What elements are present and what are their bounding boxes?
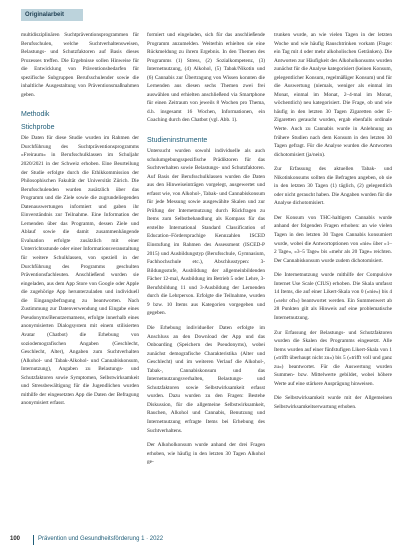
paragraph: multidisziplinären Suchtpräventionsprogrammen für Berufsschulen, welche Suchtverhaltensweisen, Belastungs- und Schutzfaktoren auf Basis dieses Prozesses treffen. Die Ergebnisse sollen Hinweise für die Entwicklung von Präventionsbedarfen für spezifische Subgruppen Berufsschulender sowie die inhaltliche Ausgestaltung von Präventionsmaßnahmen geben. bbox=[21, 32, 139, 98]
journal-citation: Prävention und Gesundheitsförderung 1 · 2022 bbox=[38, 536, 164, 542]
section-heading-methodik: Methodik bbox=[21, 111, 50, 119]
paragraph: Die Daten für diese Studie wurden im Rahmen der Durchführung des Suchtpräventionsprogramms »Freiraum« in Berufsschulklassen im Schuljahr 2020/2021 in der Schweiz erhoben. Eine Beurteilung der Studie erfolgte durch die Ethikkommission der Philosophischen Fakultät der Universität Zürich. Die Berufsschulenden wurden zusätzlich über das Programm und die Ziele sowie die zugrundeliegenden Datenauswertungen informiert und gaben ihr Einverständnis zur Teilnahme. Eine Information der Lernenden über das Programm, dessen Ziele und Ablauf sowie die damit zusammenhängende Evaluation erfolgte zusätzlich mit einer Unterrichtsstunde oder einer Informationsveranstaltung für weitere Schulklassen, von speziell in der Durchführung des Programms geschulten Präventionsfachleuten. Anschließend wurden sie eingeladen, aus dem App Store von Google oder Apple die zugehörige App herunterzuladen und individuell die Eingangsbefragung zu beantworten. Nach Zustimmung zur Datenverwendung und Eingabe eines Pseudonyms/Benutzernamens, erfolgte innerhalb eines anonymisierten Dialogsystem mit einem stilisierten Avatar (Chatbot) die Erhebung von soziodemografischen Angaben (Geschlecht, Geschlecht, Alter), Angaben zum Suchtverhalten (Alkohol- und Tabak-Alkohol- und Cannabiskonsum, Internutzung), Angaben zu Belastungs- und Schutzfaktoren sowie Symptomen, Selbstwirksamkeit und Stressbewältigung für die Jugendlichen wurden mithilfe der eingesetzten App die Daten der Befragung anonymisiert erfasst. bbox=[21, 135, 139, 407]
section-heading-stichprobe: Stichprobe bbox=[21, 124, 55, 132]
page-footer bbox=[0, 532, 413, 550]
paragraph: Zur Erfassung des aktuellen Tabak- und Nikotinkonsums sollten die Befragten angeben, ob sie in den letzten 30 Tagen (1) täglich, (2) gelegentlich oder nicht geraucht haben. Die Angaben wurden für die Analyse dichotomisiert. bbox=[274, 166, 392, 207]
paragraph: trunken wurde, an wie vielen Tagen in der letzten Woche und wie häufig Rauschtrinken vorkam (Frage: ein Tag mit 4 oder mehr alkoholischen Getränken). Die Antworten zur Häufigkeit des Alkoholkonsums wurden zunächst für die Analyse kategorisiert (keinen Konsum, gelegentlicher Konsum, regelmäßiger Konsum) und für die Auswertung (niemals, weniger als einmal im Monat, einmal im Monat, 2–4-mal im Monat, wöchentlich) neu kategorisiert. Die Frage, ob und wie häufig in den letzten 30 Tagen Zigaretten oder E-Zigaretten geraucht wurden, ergab ebenfalls ordinale Werte. Auch zu Cannabis wurde in Anlehnung an frühere Studien nach dem Konsum in den letzten 30 Tagen gefragt. Für die Analyse wurden die Antworten dichotomisiert (ja/nein). bbox=[274, 32, 392, 158]
footer-divider bbox=[33, 535, 34, 545]
section-heading-studieninstrumente: Studieninstrumente bbox=[147, 137, 208, 145]
paragraph: Der Konsum von THC-haltigem Cannabis wurde anhand der folgenden Fragen erhoben: an wie vielen Tagen in den letzten 30 Tagen Cannabis konsumiert wurde, wobei die Antwortoptionen von »nie« über »1–2 Tage«, »3–5 Tage« bis »mehr als 20 Tage« reichten. Der Cannabiskonsum wurde zudem dichotomisiert. bbox=[274, 214, 392, 264]
paragraph: Der Alkoholkonsum wurde anhand der drei Fragen erhoben, wie häufig in den letzten 30 Tagen Alkohol ge- bbox=[147, 442, 265, 466]
paragraph: Zur Erfassung der Belastungs- und Schutzfaktoren wurden die Skalen des Programms eingesetzt. Alle Items wurden auf einer fünfstufigen Likert-Skala von 1 (»trifft überhaupt nicht zu«) bis 5 (»trifft voll und ganz zu«) beantwortet. Für die Auswertung wurden Summen- bzw. Mittelwerte gebildet, wobei höhere Werte auf eine stärkere Ausprägung hinweisen. bbox=[274, 329, 392, 387]
text-column-2 bbox=[147, 31, 265, 467]
paragraph: Untersucht wurden sowohl individuelle als auch schulumgebungsspezifische Prädiktoren für das Suchtverhalten sowie Belastungs- und Schutzfaktoren. Auf Basis der Berufsschulklassen wurden die Daten aus den Hinweiseinträgen vorgelegt, ausgewertet und erfasst wie, von Alkohol-, Tabak- und Cannabiskonsum für jede Messung sowie ausgewählte Skalen und zur Prüfung der Internetnutzung durch Rückfragen zu Items zum Selbstbehandlung als Kompass für das erstellte International Standard Classification of Education–Fördersprachige Kennzahlen ISCED Einstufung im Rahmen des Assessment (ISCED-P 2015) und Ausbildungstyp (Berufsschule, Gymnasium, Fachhochschule etc.), Abschlusstypen: 3-Bildungsstufe, Ausbildung der allgemeinbildenden Fächer 12-mal, Ausbildung im Betrieb 5 oder Lehre, 3-Berufsbildung 11 und 3-Ausbildung der Lernenden durch die Lehrperson. Erfolgte die Teilnahme, wurden 9 bzw. 10 Items aus Kategorien vorgegeben und gegeben. bbox=[147, 148, 265, 317]
text-column-1 bbox=[21, 31, 139, 408]
paragraph: Die Selbstwirksamkeit wurde mit der Allgemeinen Selbstwirksamkeitserwartung erhoben. bbox=[274, 395, 392, 410]
paragraph: Die Internetnutzung wurde mithilfe der Compulsive Internet Use Scale (CIUS) erhoben. Die Skala umfasst 14 Items, die auf einer Likert-Skala von 0 (»nie«) bis 4 (»sehr oft«) beantwortet werden. Ein Summenwert ab 28 Punkten gilt als Hinweis auf eine problematische Internetnutzung. bbox=[274, 272, 392, 321]
section-tag: Originalarbeit bbox=[21, 9, 83, 21]
page-number: 100 bbox=[10, 536, 21, 542]
text-column-3 bbox=[274, 31, 392, 411]
paragraph: formiert und eingeladen, sich für das anschließende Programm anzumelden. Weiterhin erhielten sie eine Rückmeldung zu ihrem Ergebnis. In den Themen des Programms (1) Stress, (2) Sozialkompetenz, (3) Internetnutzung, (4) Alkohol, (5) Tabak/Nikotin und (6) Cannabis zur Übertragung von Wissen konnten die Lernenden aus diesen sechs Themen zwei frei auswählen und erhielten anschließend via Smartphone für einen Zeitraum von jeweils 8 Wochen pro Thema, d.h. insgesamt 16 Wochen, Informationen, ein Coaching durch den Chatbot (vgl. Abb. 1). bbox=[147, 32, 265, 124]
paragraph: Die Erhebung individueller Daten erfolgte im Anschluss an den Download der App und das Onboarding (Speichern des Pseudonyms), wobei zunächst demografische Charakteristika (Alter und Geschlecht) und im weiteren Verlauf die Alkohol-, Tabak-, Cannabiskonsum und das Internetnutzungsverhalten, Belastungs- und Schutzfaktoren sowie Selbstwirksamkeit erfasst wurden. Dazu wurden zu den Fragen: Bestehe Diskussion, für die allgemeine Selbstwirksamkeit, Rauchen, Alkohol und Cannabis, Benutzung und Internetnutzung erfragte Items bei Erhebung des Suchtverhaltens. bbox=[147, 324, 265, 434]
